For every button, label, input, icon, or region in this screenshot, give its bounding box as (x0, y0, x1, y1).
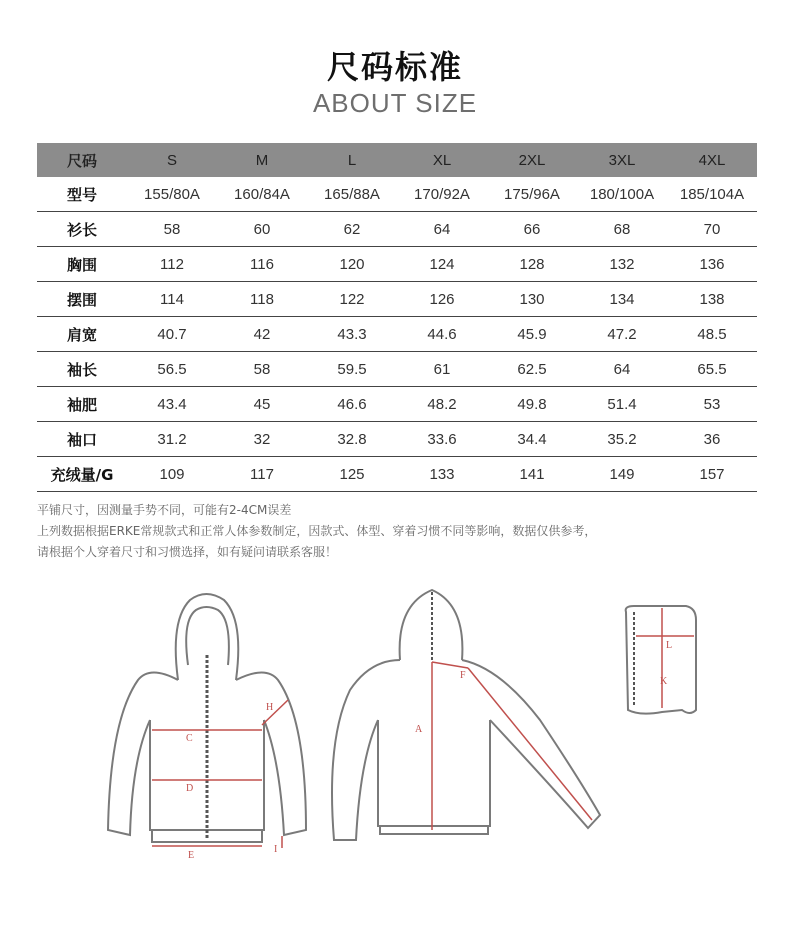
measure-a-label: A (415, 724, 423, 735)
table-cell: 157 (667, 457, 757, 492)
table-cell: 116 (217, 247, 307, 282)
table-cell: 136 (667, 247, 757, 282)
hood-detail-outline (626, 606, 696, 714)
size-table-header (37, 143, 757, 177)
table-cell: 45 (217, 387, 307, 422)
table-cell: 66 (487, 212, 577, 247)
measure-k-label: K (660, 676, 668, 687)
table-cell: 118 (217, 282, 307, 317)
table-cell: 130 (487, 282, 577, 317)
table-cell: 61 (397, 352, 487, 387)
table-cell: 48.5 (667, 317, 757, 352)
table-cell: 114 (127, 282, 217, 317)
table-cell: 112 (127, 247, 217, 282)
table-cell: 109 (127, 457, 217, 492)
table-cell: 70 (667, 212, 757, 247)
table-row (37, 177, 757, 212)
table-cell: 132 (577, 247, 667, 282)
table-cell: 56.5 (127, 352, 217, 387)
table-cell: 45.9 (487, 317, 577, 352)
table-cell: 160/84A (217, 177, 307, 212)
table-row (37, 282, 757, 317)
table-cell: 133 (397, 457, 487, 492)
row-label: 肩宽 (37, 317, 127, 352)
table-cell: 44.6 (397, 317, 487, 352)
table-cell: 36 (667, 422, 757, 457)
note-line: 请根据个人穿着尺寸和习惯选择，如有疑问请联系客服！ (37, 545, 338, 559)
row-label: 摆围 (37, 282, 127, 317)
column-header: 3XL (577, 143, 667, 177)
row-label: 衫长 (37, 212, 127, 247)
table-cell: 35.2 (577, 422, 667, 457)
measure-f-label: F (460, 670, 466, 681)
table-cell: 175/96A (487, 177, 577, 212)
table-cell: 125 (307, 457, 397, 492)
table-cell: 46.6 (307, 387, 397, 422)
front-right-sleeve (236, 673, 306, 836)
column-header: L (307, 143, 397, 177)
table-row (37, 212, 757, 247)
column-header: S (127, 143, 217, 177)
table-cell: 32.8 (307, 422, 397, 457)
size-table (37, 143, 757, 492)
table-cell: 48.2 (397, 387, 487, 422)
table-cell: 43.3 (307, 317, 397, 352)
measure-e-label: E (188, 850, 195, 861)
table-cell: 42 (217, 317, 307, 352)
table-cell: 117 (217, 457, 307, 492)
note-line: 平铺尺寸，因测量手势不同，可能有2-4CM误差 (37, 503, 292, 517)
table-cell: 51.4 (577, 387, 667, 422)
back-view-jacket (332, 590, 600, 840)
hood-measure-lines (636, 608, 694, 708)
table-row (37, 247, 757, 282)
table-cell: 149 (577, 457, 667, 492)
table-cell: 141 (487, 457, 577, 492)
measure-sleeve-line (468, 668, 592, 820)
table-cell: 53 (667, 387, 757, 422)
table-cell: 58 (127, 212, 217, 247)
table-row (37, 422, 757, 457)
page-title: 尺码标准 (326, 48, 463, 86)
row-label: 充绒量/G (37, 457, 127, 492)
back-body (378, 720, 490, 826)
table-cell: 65.5 (667, 352, 757, 387)
measure-c-label: C (186, 733, 193, 744)
measure-h-label: H (266, 702, 274, 713)
table-cell: 59.5 (307, 352, 397, 387)
back-measure-labels (415, 670, 466, 735)
table-cell: 32 (217, 422, 307, 457)
table-cell: 138 (667, 282, 757, 317)
table-cell: 49.8 (487, 387, 577, 422)
front-measure-lines (152, 700, 288, 848)
table-cell: 128 (487, 247, 577, 282)
table-cell: 33.6 (397, 422, 487, 457)
column-header: XL (397, 143, 487, 177)
table-cell: 180/100A (577, 177, 667, 212)
table-cell: 31.2 (127, 422, 217, 457)
measure-l-label: L (666, 640, 673, 651)
column-header: 4XL (667, 143, 757, 177)
table-cell: 124 (397, 247, 487, 282)
table-row (37, 457, 757, 492)
table-row (37, 317, 757, 352)
jacket-measurement-diagram (0, 580, 790, 880)
table-cell: 165/88A (307, 177, 397, 212)
table-cell: 62 (307, 212, 397, 247)
row-label: 胸围 (37, 247, 127, 282)
hood-detail (626, 606, 696, 714)
table-cell: 185/104A (667, 177, 757, 212)
table-cell: 134 (577, 282, 667, 317)
back-left-sleeve (332, 660, 400, 840)
table-cell: 62.5 (487, 352, 577, 387)
size-notes (37, 500, 596, 563)
table-cell: 64 (577, 352, 667, 387)
row-label: 袖长 (37, 352, 127, 387)
table-cell: 155/80A (127, 177, 217, 212)
measure-i-label: I (274, 844, 278, 855)
row-label: 袖肥 (37, 387, 127, 422)
table-cell: 43.4 (127, 387, 217, 422)
table-row (37, 352, 757, 387)
table-cell: 126 (397, 282, 487, 317)
column-header: 尺码 (37, 143, 127, 177)
table-cell: 120 (307, 247, 397, 282)
back-hem (380, 826, 488, 834)
column-header: 2XL (487, 143, 577, 177)
table-cell: 64 (397, 212, 487, 247)
table-cell: 170/92A (397, 177, 487, 212)
table-cell: 60 (217, 212, 307, 247)
table-cell: 122 (307, 282, 397, 317)
table-cell: 47.2 (577, 317, 667, 352)
table-cell: 40.7 (127, 317, 217, 352)
page-subtitle: ABOUT SIZE (312, 88, 478, 118)
row-label: 型号 (37, 177, 127, 212)
table-cell: 34.4 (487, 422, 577, 457)
column-header: M (217, 143, 307, 177)
row-label: 袖口 (37, 422, 127, 457)
table-cell: 58 (217, 352, 307, 387)
measure-f-line (432, 662, 468, 668)
note-line: 上列数据根据ERKE常规款式和正常人体参数制定，因款式、体型、穿着习惯不同等影响，数据仅供参考， (37, 524, 597, 538)
table-cell: 68 (577, 212, 667, 247)
table-row (37, 387, 757, 422)
front-left-sleeve (108, 673, 178, 836)
measure-d-label: D (186, 783, 194, 794)
